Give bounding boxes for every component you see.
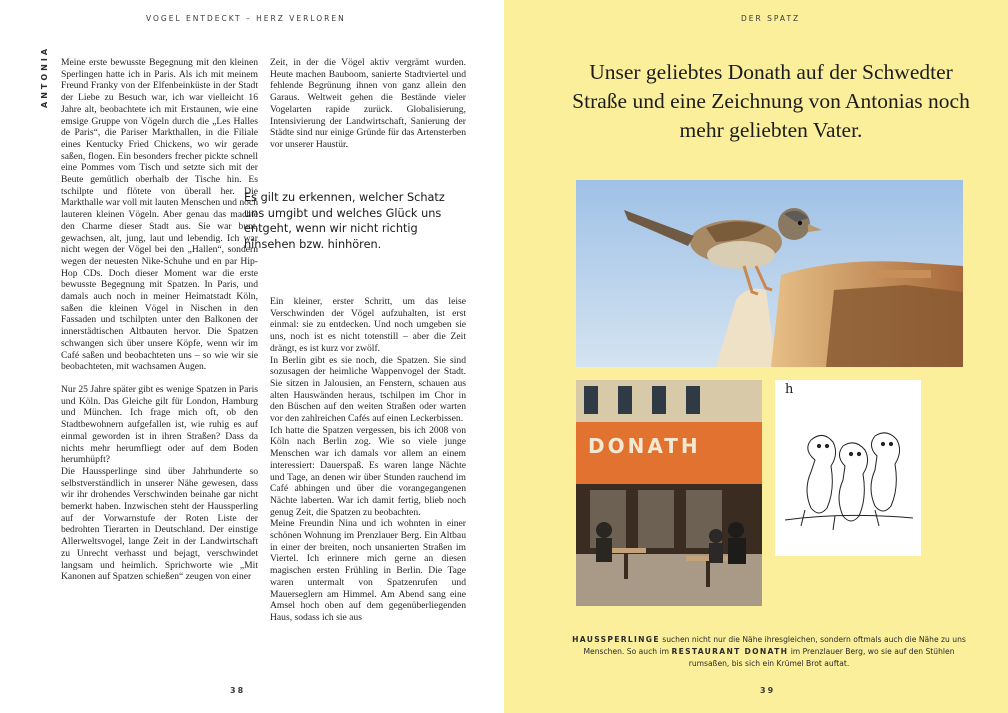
paragraph: Die Haussperlinge sind über Jahrhunderte so selbstverständlich in unserer Nähe gewesen, dass wir ihr drohendes Verschwinden beinahe gar nicht bemerkt haben. Inzwischen steht der Haussperling auf der Vorwarnstufe der Roten Liste der bedrohten Tierarten in Deutschland. Der einstige Allerweltsvogel, lange Zeit in der Landwirtschaft zu Unrecht verhasst und bejagt, verschwindet langsam und heimlich. Sprichworte wie „Mit Kanonen auf Spatzen schießen“ zeugen von einer	[61, 465, 258, 583]
paragraph: In Berlin gibt es sie noch, die Spatzen. Sie sind sozusagen der heimliche Wappenvogel der Stadt. Sie sitzen in Jalousien, an Fenstern, schauen aus alten Hauswänden heraus, tschilpen im Chor in den Büschen auf den weiten Straßen oder warten vor den zahlreichen Cafés auf einen Leckerbissen.	[270, 354, 466, 425]
drawing-illustration	[775, 380, 921, 556]
caption-text: im Prenzlauer Berg, wo sie auf den Stühlen rumsaßen, bis sich ein Krümel Brot auftat.	[688, 647, 955, 669]
running-head-left: VOGEL ENTDECKT – HERZ VERLOREN	[146, 14, 346, 23]
paragraph: Zeit, in der die Vögel aktiv vergrämt wurden. Heute machen Bauboom, sanierte Stadtviertel und fehlende Begrünung ihnen von ganz allein den Garaus. Weltweit gehen die Bestände vieler Vogelarten rapide zurück. Globalisierung, Intensivierung der Landwirtschaft, Sanierung der Städte sind nur einige Gründe für das Artensterben vor unserer Haustür.	[270, 57, 466, 150]
headline: Unser geliebtes Donath auf der Schwedter Straße und eine Zeichnung von Antonias noch mehr geliebten Vater.	[572, 60, 970, 142]
page-number-right: 39	[760, 686, 776, 695]
cafe-sign: DONATH	[588, 434, 701, 458]
cafe-illustration	[576, 380, 762, 606]
body-column-1	[61, 57, 258, 583]
cafe-photo	[576, 380, 762, 606]
paragraph: Meine erste bewusste Begegnung mit den kleinen Sperlingen hatte ich in Paris. Als ich mit meinem Freund Franky von der Elfenbeinküste in der Stadt der Liebe zu Besuch war, ich war vielleicht 16 Jahre alt, beobachtete ich mit Erstaunen, wie eine emsige Gruppe von Vögeln durch die „Les Halles de Paris“, die Pariser Markthallen, in die Filiale eines Kentucky Fried Chickens, wo wir gerade saßen, flogen. Ein besonders frecher pickte schnell eine Pommes vom Tisch und setzte sich mit der Beute gemütlich oberhalb der Tische hin. Es tschilpte und flötete von überall her. Die Markthalle war voll mit lauten Menschen und noch lauteren kleinen Vögeln. Aber genau das machte den Charme dieser Stadt aus. Sie war bunt, gewachsen, alt, jung, laut und lebendig. Ich war nicht wegen der Vögel bei den „Hallen“, sondern wegen der neuesten Nike-Schuhe und en par Hip-Hop CDs. Doch dieser Moment war die erste bewusste Begegnung mit Spatzen. In Paris, und damals auch noch in meiner Heimatstadt Köln, saßen die kleinen Vögel in Nischen in den Fassaden und tschilpten unter den Balkonen der innerstädtischen Altbauten hervor. Die Spatzen schwangen sich über unsere Köpfe, wenn wir im Café saßen und beobachteten uns – so wie wir sie beobachteten, mit wachsamen Augen.	[61, 57, 258, 373]
body-column-2-top	[270, 57, 466, 151]
photo-caption	[565, 634, 973, 671]
sparrow-drawing	[775, 380, 921, 556]
body-column-2-bottom	[270, 296, 466, 624]
author-label: ANTONIA	[40, 45, 49, 108]
sparrow-photo	[576, 180, 963, 367]
paragraph: Meine Freundin Nina und ich wohnten in einer schönen Wohnung im Prenzlauer Berg. Ein Altbau in einer der breiten, noch unsanierten Straßen im Viertel. Ich erinnere mich gerne an diesen magischen ersten Frühling in Berlin. Die Tage waren untermalt von Spatzenrufen und Mauerseglern am Himmel. Am Abend sang eine Amsel hoch oben auf dem gegenüberliegenden Haus, sodass ich sie aus	[270, 518, 466, 623]
pull-quote: Es gilt zu erkennen, welcher Schatz uns umgibt und welches Glück uns entgeht, wenn wir nicht richtig hinsehen bzw. hinhören.	[244, 191, 445, 251]
paragraph: Nur 25 Jahre später gibt es wenige Spatzen in Paris und Köln. Das Gleiche gilt für London, Hamburg und München. Ich frage mich oft, ob den Stadtbewohnern aufgefallen ist, wie ruhig es auf einmal geworden ist in ihren Straßen? Dass da nichts mehr herumfliegt oder auf dem Boden herumhüpft?	[61, 383, 258, 466]
caption-keyword: HAUSSPERLINGE	[572, 635, 660, 644]
paragraph: Ich hatte die Spatzen vergessen, bis ich 2008 von Köln nach Berlin zog. Wie so viele junge Menschen war ich damals vor allem an einem interessiert: Dauerspaß. Es waren lange Nächte und Tage, an denen wir über Stunden rauchend im Café abhingen und über die vorangegangenen Nächte laberten. War ich damit fertig, blieb noch genug Zeit, die Spatzen zu beobachten.	[270, 424, 466, 518]
page-number-left: 38	[230, 686, 246, 695]
sparrow-illustration	[576, 180, 963, 367]
paragraph: Ein kleiner, erster Schritt, um das leise Verschwinden der Vögel aufzuhalten, ist erst einmal: sie zu entdecken. Und noch umgeben sie uns, noch ist es nicht totenstill – aber die Zeit drängt, es ist kurz vor zwölf.	[270, 296, 466, 354]
caption-keyword: RESTAURANT DONATH	[671, 647, 789, 657]
caption-text: suchen nicht nur die Nähe ihresgleichen, sondern oftmals auch die Nähe zu uns Menschen. So auch im	[583, 635, 966, 657]
running-head-right: DER SPATZ	[741, 14, 801, 23]
drawing-letter: h	[785, 382, 794, 397]
